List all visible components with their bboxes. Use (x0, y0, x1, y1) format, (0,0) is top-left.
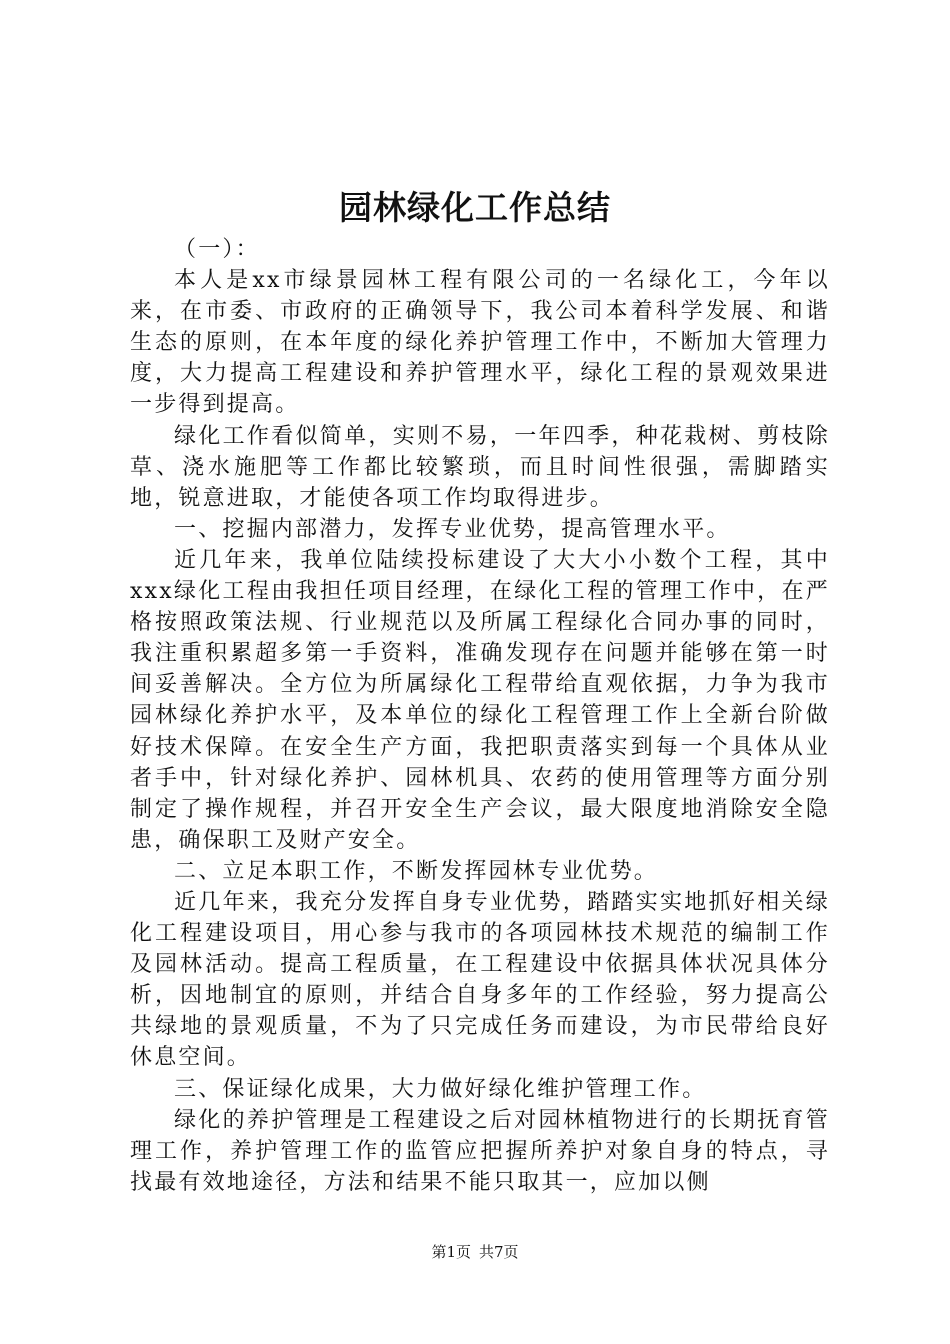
section-label-paragraph: （一）： (174, 237, 260, 262)
body-paragraph: 绿化工作看似简单，实则不易，一年四季，种花栽树、剪枝除草、浇水施肥等工作都比较繁琐，而且时间性很强，需脚踏实地，锐意进取，才能使各项工作均取得进步。 (130, 423, 830, 511)
body-paragraph: 近几年来，我单位陆续投标建设了大大小小数个工程，其中xxx绿化工程由我担任项目经理，在绿化工程的管理工作中，在严格按照政策法规、行业规范以及所属工程绿化合同办事的同时，我注重积累超多第一手资料，准确发现存在问题并能够在第一时间妥善解决。全方位为所属绿化工程带给直观依据，力争为我市园林绿化养护水平，及本单位的绿化工程管理工作上全新台阶做好技术保障。在安全生产方面，我把职责落实到每一个具体从业者手中，针对绿化养护、园林机具、农药的使用管理等方面分别制定了操作规程，并召开安全生产会议，最大限度地消除安全隐患，确保职工及财产安全。 (130, 547, 830, 853)
document-body (130, 234, 830, 1198)
page-number: 第1页 (431, 1243, 471, 1261)
body-paragraph: 本人是xx市绿景园林工程有限公司的一名绿化工，今年以来，在市委、市政府的正确领导下，我公司本着科学发展、和谐生态的原则，在本年度的绿化养护管理工作中，不断加大管理力度，大力提高工程建设和养护管理水平，绿化工程的景观效果进一步得到提高。 (130, 268, 830, 418)
body-paragraph: 绿化的养护管理是工程建设之后对园林植物进行的长期抚育管理工作，养护管理工作的监管应把握所养护对象自身的特点，寻找最有效地途径，方法和结果不能只取其一，应加以侧 (130, 1107, 830, 1195)
page-total: 共7页 (479, 1243, 519, 1261)
body-paragraph: 近几年来，我充分发挥自身专业优势，踏踏实实地抓好相关绿化工程建设项目，用心参与我市的各项园林技术规范的编制工作及园林活动。提高工程质量，在工程建设中依据具体状况具体分析，因地制宜的原则，并结合自身多年的工作经验，努力提高公共绿地的景观质量，不为了只完成任务而建设，为市民带给良好休息空间。 (130, 889, 830, 1071)
section-heading: 一、挖掘内部潜力，发挥专业优势，提高管理水平。 (174, 516, 731, 542)
section-heading: 二、立足本职工作，不断发挥园林专业优势。 (174, 858, 659, 884)
document-title: 园林绿化工作总结 (339, 188, 611, 227)
section-heading: 三、保证绿化成果，大力做好绿化维护管理工作。 (174, 1076, 707, 1102)
page-footer (0, 1241, 950, 1263)
